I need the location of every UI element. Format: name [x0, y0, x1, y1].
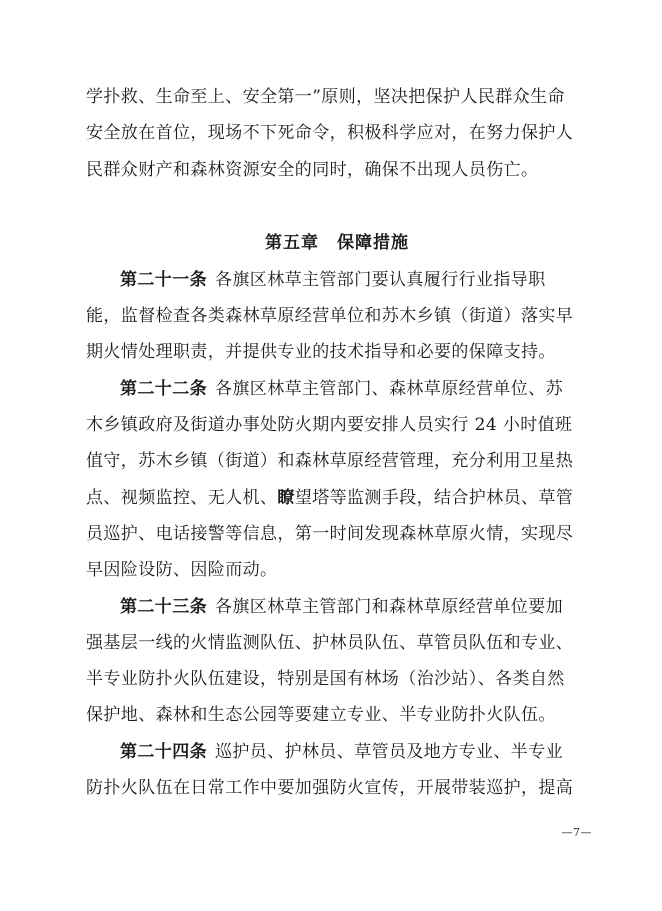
text-run: 望塔等监测手段，结合护林员、草管: [294, 487, 574, 508]
article-text: 各旗区林草主管部门、森林草原经营单位、苏: [215, 378, 563, 399]
page-number: —7—: [561, 826, 592, 839]
article-23-first-line: [86, 589, 588, 625]
paragraph-line: 早因险设防、因险而动。: [86, 560, 278, 581]
article-text: 巡护员、护林员、草管员及地方专业、半专业: [215, 741, 563, 762]
document-body: [86, 79, 588, 806]
article-text: 各旗区林草主管部门和森林草原经营单位要加: [215, 596, 563, 617]
article-21-first-line: [86, 262, 588, 298]
article-label: 第二十二条: [120, 378, 207, 399]
chapter-heading: 第五章 保障措施: [265, 232, 409, 253]
section-gap: [86, 188, 588, 224]
article-22-first-line: [86, 371, 588, 407]
article-label: 第二十一条: [120, 269, 207, 290]
paragraph-line: 木乡镇政府及街道办事处防火期内要安排人员实行 24 小时值班: [86, 415, 573, 436]
paragraph-line: [86, 480, 588, 516]
paragraph-line: 值守，苏木乡镇（街道）和森林草原经营管理，充分利用卫星热: [86, 451, 574, 472]
paragraph-line: 保护地、森林和生态公园等要建立专业、半专业防扑火队伍。: [86, 705, 556, 726]
paragraph-line: 学扑救、生命至上、安全第一”原则，坚决把保护人民群众生命: [86, 87, 565, 107]
paragraph-line: 强基层一线的火情监测队伍、护林员队伍、草管员队伍和专业、: [86, 632, 574, 653]
paragraph-line: 半专业防扑火队伍建设，特别是国有林场（治沙站）、各类自然: [86, 669, 565, 690]
paragraph-line: 能，监督检查各类森林草原经营单位和苏木乡镇（街道）落实早: [86, 306, 574, 327]
article-label: 第二十三条: [120, 596, 207, 617]
article-24-first-line: [86, 734, 588, 770]
text-run: 点、视频监控、无人机、: [86, 487, 278, 508]
paragraph-line: 期火情处理职责，并提供专业的技术指导和必要的保障支持。: [86, 342, 556, 363]
paragraph-line: 民群众财产和森林资源安全的同时，确保不出现人员伤亡。: [86, 159, 539, 180]
article-label: 第二十四条: [120, 741, 207, 762]
bold-character: 瞭: [277, 487, 295, 508]
paragraph-line: 员巡护、电话接警等信息，第一时间发现森林草原火情，实现尽: [86, 523, 574, 544]
article-text: 各旗区林草主管部门要认真履行行业指导职: [215, 269, 546, 290]
paragraph-line: 安全放在首位，现场不下死命令，积极科学应对，在努力保护人: [86, 123, 574, 144]
paragraph-line: 防扑火队伍在日常工作中要加强防火宣传，开展带装巡护，提高: [86, 778, 574, 799]
